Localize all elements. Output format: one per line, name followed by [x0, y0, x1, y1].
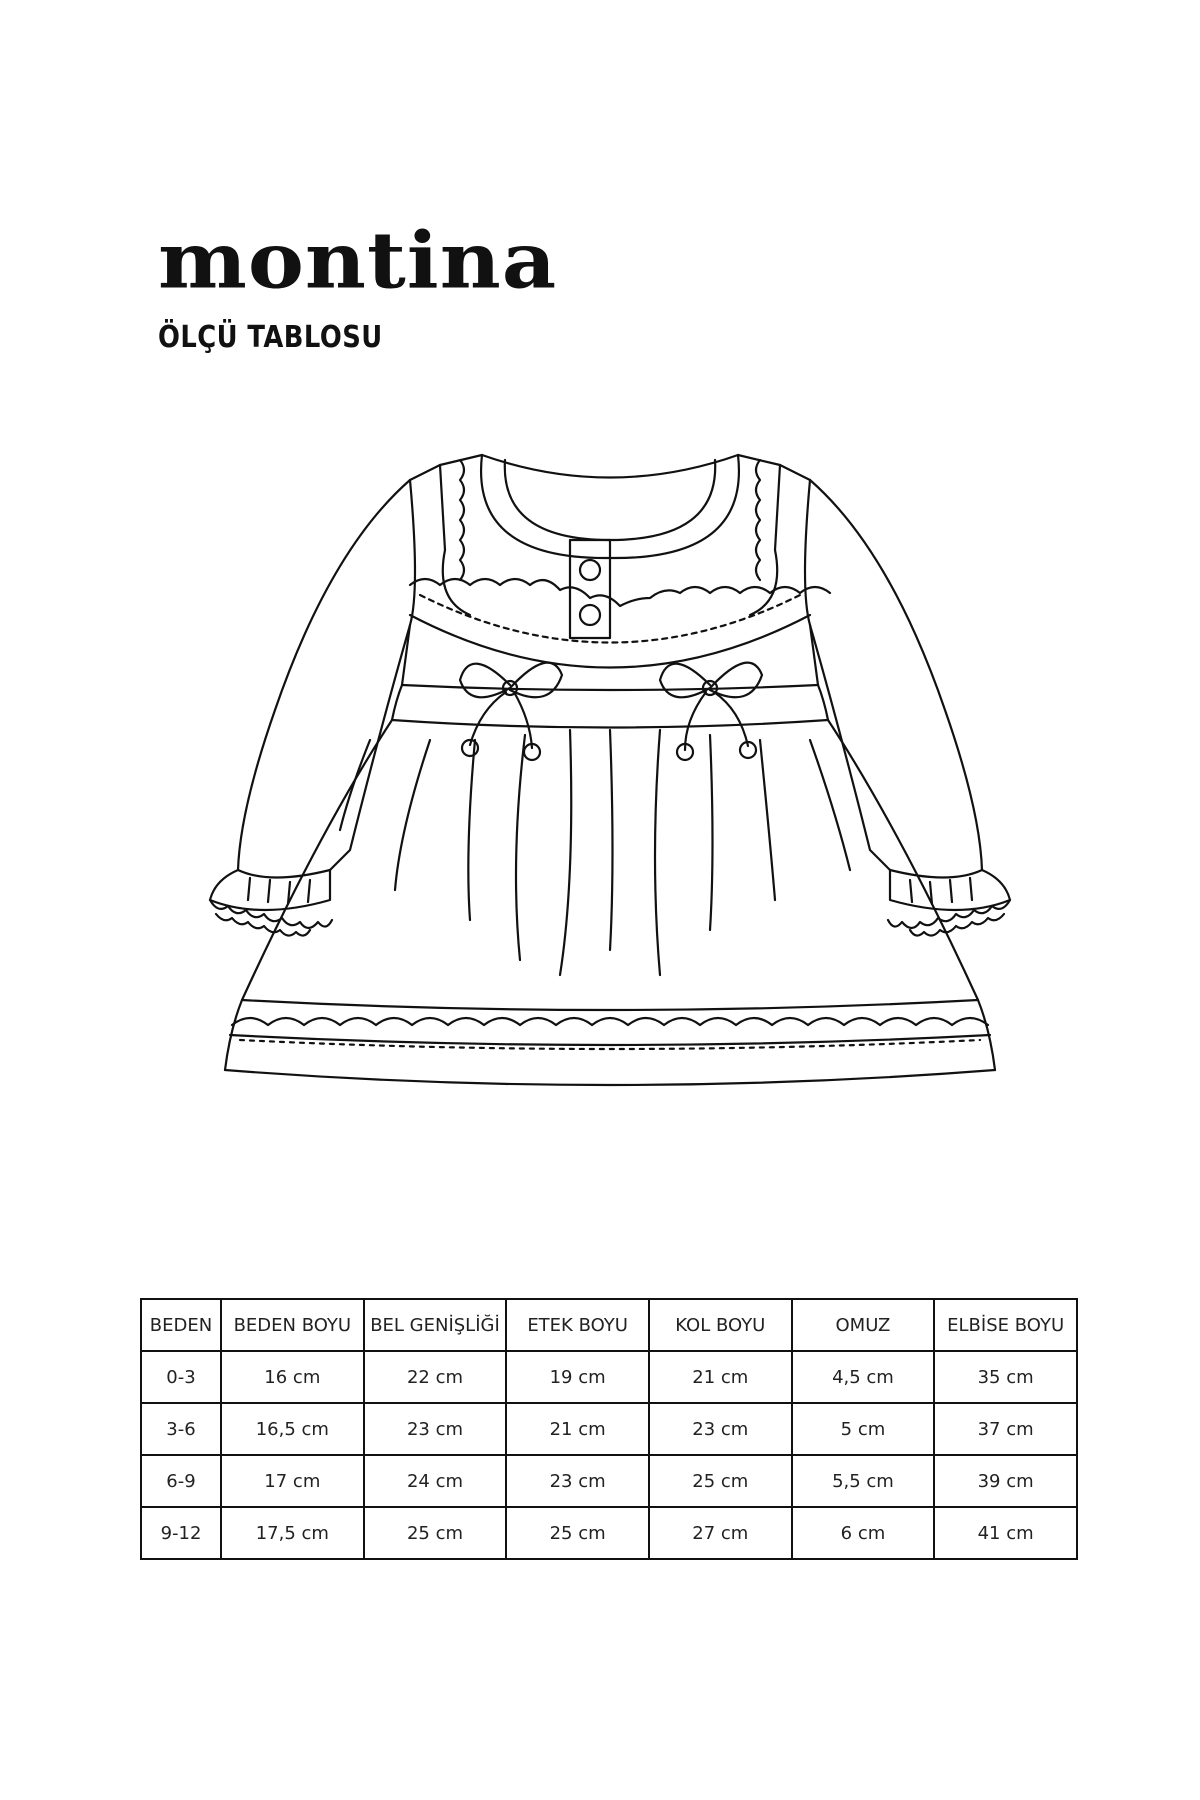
table-cell: 39 cm	[934, 1455, 1077, 1507]
header-omuz: OMUZ	[792, 1299, 935, 1351]
table-cell: 35 cm	[934, 1351, 1077, 1403]
table-cell: 24 cm	[364, 1455, 507, 1507]
table-cell: 41 cm	[934, 1507, 1077, 1559]
table-cell: 4,5 cm	[792, 1351, 935, 1403]
table-cell: 19 cm	[506, 1351, 649, 1403]
header-elbise-boyu: ELBİSE BOYU	[934, 1299, 1077, 1351]
table-cell: 25 cm	[506, 1507, 649, 1559]
table-cell: 0-3	[141, 1351, 221, 1403]
table-cell: 3-6	[141, 1403, 221, 1455]
table-cell: 21 cm	[506, 1403, 649, 1455]
header-etek-boyu: ETEK BOYU	[506, 1299, 649, 1351]
table-row	[141, 1507, 1077, 1559]
table-cell: 16 cm	[221, 1351, 364, 1403]
page-title: ÖLÇÜ TABLOSU	[158, 320, 383, 355]
table-cell: 25 cm	[364, 1507, 507, 1559]
header-beden-boyu: BEDEN BOYU	[221, 1299, 364, 1351]
header-kol-boyu: KOL BOYU	[649, 1299, 792, 1351]
table-header-row	[141, 1299, 1077, 1351]
table-cell: 25 cm	[649, 1455, 792, 1507]
table-cell: 5,5 cm	[792, 1455, 935, 1507]
table-cell: 22 cm	[364, 1351, 507, 1403]
table-cell: 27 cm	[649, 1507, 792, 1559]
table-cell: 5 cm	[792, 1403, 935, 1455]
table-cell: 17,5 cm	[221, 1507, 364, 1559]
table-cell: 9-12	[141, 1507, 221, 1559]
header-beden: BEDEN	[141, 1299, 221, 1351]
table-cell: 16,5 cm	[221, 1403, 364, 1455]
table-cell: 21 cm	[649, 1351, 792, 1403]
table-cell: 6-9	[141, 1455, 221, 1507]
dress-illustration-icon	[170, 430, 1050, 1220]
table-cell: 23 cm	[364, 1403, 507, 1455]
table-row	[141, 1403, 1077, 1455]
table-cell: 37 cm	[934, 1403, 1077, 1455]
table-row	[141, 1455, 1077, 1507]
table-cell: 23 cm	[506, 1455, 649, 1507]
header-bel-genisligi: BEL GENİŞLİĞİ	[364, 1299, 507, 1351]
table-row	[141, 1351, 1077, 1403]
table-cell: 17 cm	[221, 1455, 364, 1507]
table-cell: 6 cm	[792, 1507, 935, 1559]
brand-logo: montina	[158, 214, 558, 306]
table-cell: 23 cm	[649, 1403, 792, 1455]
size-table	[140, 1298, 1078, 1560]
